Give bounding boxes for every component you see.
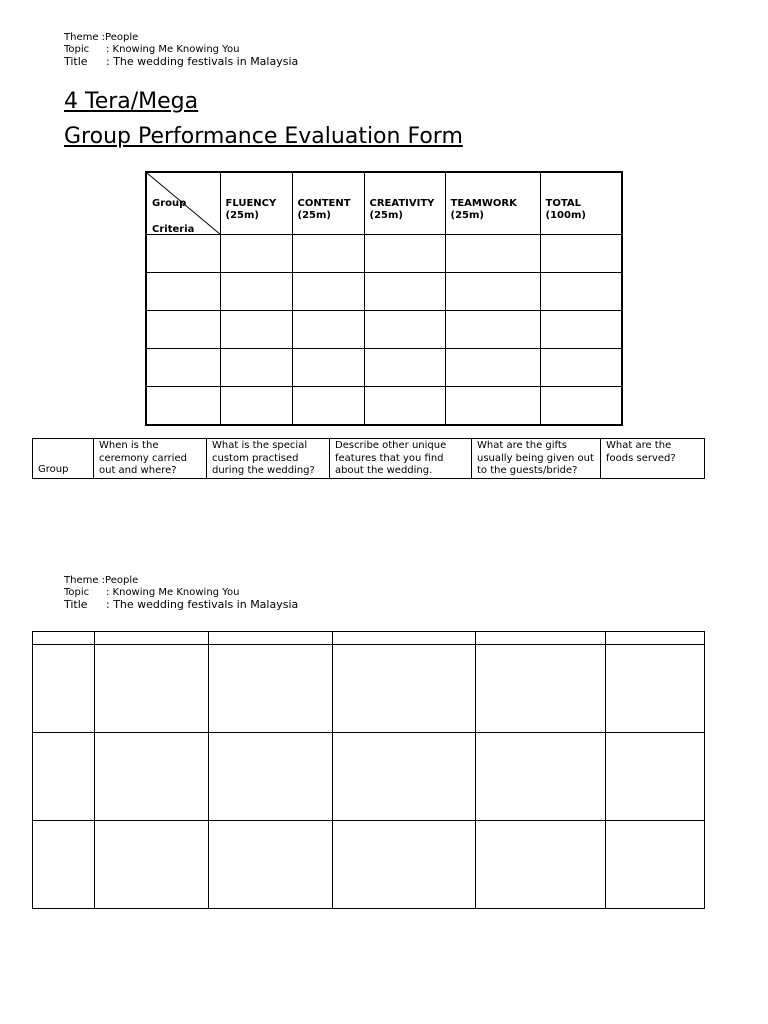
grid-cell[interactable] bbox=[606, 821, 705, 909]
question-2: What is the special custom practised during the wedding? bbox=[207, 439, 330, 479]
eval-cell[interactable] bbox=[540, 272, 622, 310]
grid-cell[interactable] bbox=[333, 645, 476, 733]
corner-criteria-label: Criteria bbox=[152, 224, 195, 235]
eval-col-creativity: CREATIVITY (25m) bbox=[364, 172, 445, 234]
grid-cell[interactable] bbox=[33, 632, 95, 645]
question-1: When is the ceremony carried out and where? bbox=[94, 439, 207, 479]
evaluation-table bbox=[145, 171, 623, 426]
eval-col-fluency: FLUENCY (25m) bbox=[220, 172, 292, 234]
eval-cell[interactable] bbox=[364, 386, 445, 425]
grid-cell[interactable] bbox=[606, 632, 705, 645]
questions-header-row bbox=[33, 439, 705, 479]
grid-cell[interactable] bbox=[476, 821, 606, 909]
grid-cell[interactable] bbox=[33, 821, 95, 909]
eval-cell[interactable] bbox=[445, 310, 540, 348]
grid-cell[interactable] bbox=[333, 821, 476, 909]
grid-cell[interactable] bbox=[33, 645, 95, 733]
grid-cell[interactable] bbox=[333, 733, 476, 821]
title-value: : The wedding festivals in Malaysia bbox=[106, 598, 299, 611]
header-info-1 bbox=[64, 32, 298, 68]
class-name-heading: 4 Tera/Mega bbox=[64, 89, 199, 114]
eval-cell[interactable] bbox=[146, 310, 220, 348]
eval-header-row bbox=[146, 172, 622, 234]
grid-cell[interactable] bbox=[476, 632, 606, 645]
eval-cell[interactable] bbox=[220, 386, 292, 425]
eval-cell[interactable] bbox=[146, 348, 220, 386]
eval-row bbox=[146, 310, 622, 348]
eval-cell[interactable] bbox=[292, 310, 364, 348]
eval-col-total: TOTAL (100m) bbox=[540, 172, 622, 234]
eval-cell[interactable] bbox=[146, 386, 220, 425]
eval-cell[interactable] bbox=[540, 234, 622, 272]
theme-key: Theme : bbox=[64, 575, 106, 586]
theme-value: People bbox=[105, 32, 139, 43]
topic-value: : Knowing Me Knowing You bbox=[106, 587, 240, 598]
grid-cell[interactable] bbox=[95, 632, 209, 645]
grid-row bbox=[33, 821, 705, 909]
eval-cell[interactable] bbox=[220, 234, 292, 272]
answer-grid-table bbox=[32, 631, 705, 909]
form-title-heading: Group Performance Evaluation Form bbox=[64, 124, 463, 149]
eval-cell[interactable] bbox=[445, 272, 540, 310]
eval-cell[interactable] bbox=[540, 386, 622, 425]
eval-cell[interactable] bbox=[220, 272, 292, 310]
eval-cell[interactable] bbox=[220, 310, 292, 348]
title-value: : The wedding festivals in Malaysia bbox=[106, 55, 299, 68]
theme-value: People bbox=[105, 575, 139, 586]
grid-row bbox=[33, 645, 705, 733]
eval-cell[interactable] bbox=[146, 234, 220, 272]
topic-key: Topic bbox=[64, 44, 90, 55]
eval-row bbox=[146, 386, 622, 425]
grid-cell[interactable] bbox=[95, 733, 209, 821]
grid-cell[interactable] bbox=[606, 645, 705, 733]
eval-corner-cell bbox=[146, 172, 220, 234]
eval-cell[interactable] bbox=[146, 272, 220, 310]
grid-cell[interactable] bbox=[209, 733, 333, 821]
question-5: What are the foods served? bbox=[601, 439, 705, 479]
eval-cell[interactable] bbox=[292, 386, 364, 425]
grid-row bbox=[33, 733, 705, 821]
group-column-header: Group bbox=[33, 439, 94, 479]
eval-cell[interactable] bbox=[445, 386, 540, 425]
eval-cell[interactable] bbox=[364, 234, 445, 272]
grid-cell[interactable] bbox=[33, 733, 95, 821]
eval-cell[interactable] bbox=[292, 272, 364, 310]
grid-cell[interactable] bbox=[606, 733, 705, 821]
corner-group-label: Group bbox=[152, 198, 187, 209]
questions-table bbox=[32, 438, 705, 479]
theme-key: Theme : bbox=[64, 32, 106, 43]
title-key: Title bbox=[64, 598, 88, 611]
eval-cell[interactable] bbox=[364, 310, 445, 348]
title-key: Title bbox=[64, 55, 88, 68]
eval-cell[interactable] bbox=[540, 310, 622, 348]
header-info-2 bbox=[64, 575, 298, 611]
grid-cell[interactable] bbox=[476, 645, 606, 733]
topic-key: Topic bbox=[64, 587, 90, 598]
grid-cell[interactable] bbox=[209, 645, 333, 733]
eval-col-content: CONTENT (25m) bbox=[292, 172, 364, 234]
grid-cell[interactable] bbox=[209, 632, 333, 645]
grid-cell[interactable] bbox=[95, 645, 209, 733]
eval-row bbox=[146, 348, 622, 386]
eval-cell[interactable] bbox=[292, 348, 364, 386]
question-3: Describe other unique features that you find about the wedding. bbox=[330, 439, 472, 479]
question-4: What are the gifts usually being given out to the guests/bride? bbox=[472, 439, 601, 479]
grid-cell[interactable] bbox=[333, 632, 476, 645]
eval-row bbox=[146, 272, 622, 310]
eval-cell[interactable] bbox=[220, 348, 292, 386]
grid-header-row bbox=[33, 632, 705, 645]
grid-cell[interactable] bbox=[209, 821, 333, 909]
eval-cell[interactable] bbox=[540, 348, 622, 386]
eval-cell[interactable] bbox=[364, 272, 445, 310]
grid-cell[interactable] bbox=[476, 733, 606, 821]
eval-col-teamwork: TEAMWORK (25m) bbox=[445, 172, 540, 234]
eval-cell[interactable] bbox=[292, 234, 364, 272]
eval-cell[interactable] bbox=[445, 234, 540, 272]
eval-row bbox=[146, 234, 622, 272]
eval-cell[interactable] bbox=[445, 348, 540, 386]
topic-value: : Knowing Me Knowing You bbox=[106, 44, 240, 55]
grid-cell[interactable] bbox=[95, 821, 209, 909]
eval-cell[interactable] bbox=[364, 348, 445, 386]
